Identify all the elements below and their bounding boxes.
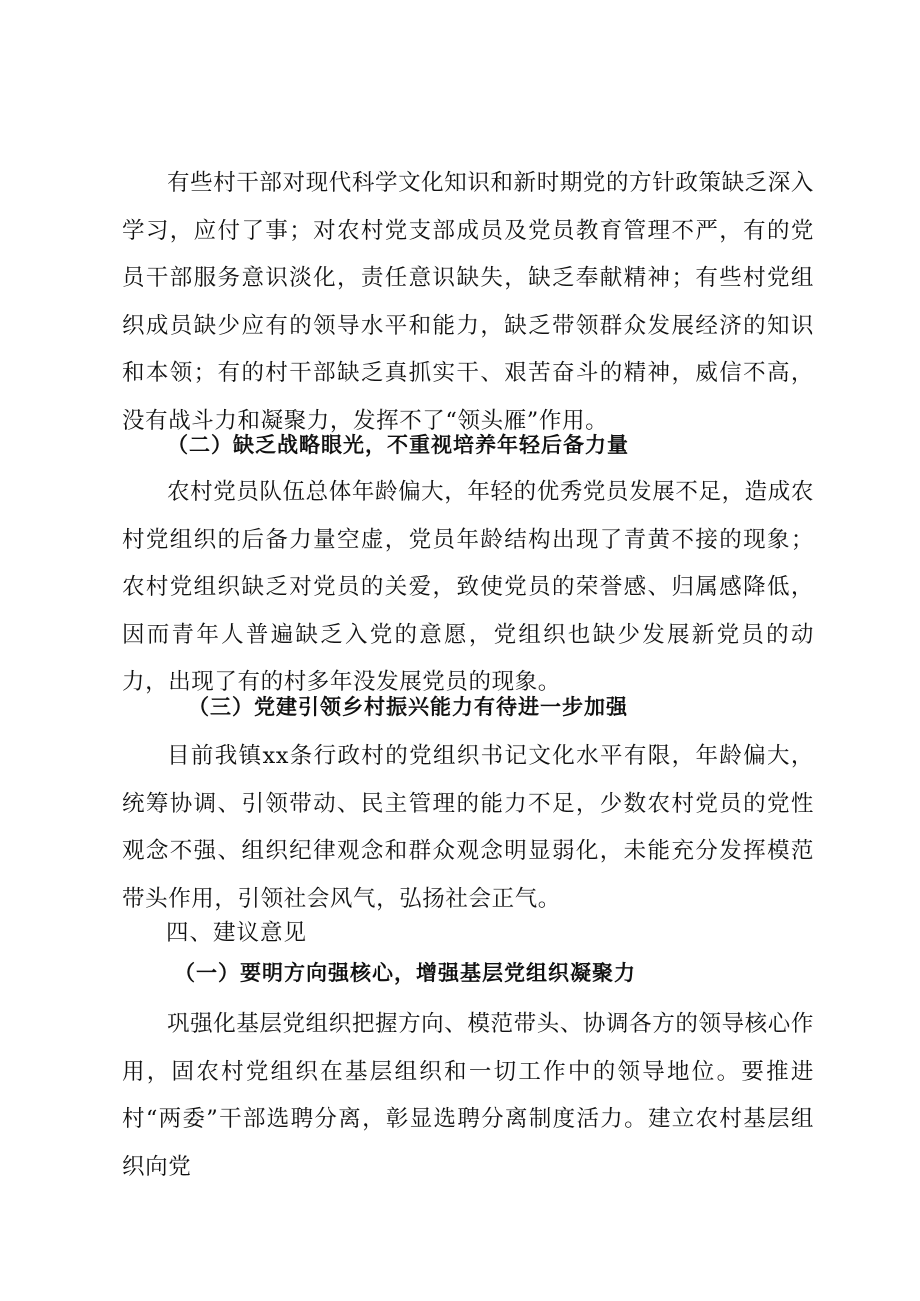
paragraph-secretary-capacity-block <box>122 733 814 923</box>
section-suggestions-block <box>122 918 814 948</box>
heading-strategic-vision: （二）缺乏战略眼光，不重视培养年轻后备力量 <box>167 433 629 457</box>
heading-strategic-vision-block <box>122 430 814 460</box>
paragraph-leadership-core: 巩强化基层党组织把握方向、模范带头、协调各方的领导核心作用，固农村党组织在基层组织和一切工作中的领导地位。要推进村“两委”干部选聘分离，彰显选聘分离制度活力。建立农村基层组织向党 <box>122 1011 814 1180</box>
paragraph-cadre-problems-block <box>122 160 814 445</box>
heading-direction-core-block <box>122 958 814 988</box>
paragraph-member-aging: 农村党员队伍总体年龄偏大，年轻的优秀党员发展不足，造成农村党组织的后备力量空虚，党员年龄结构出现了青黄不接的现象；农村党组织缺乏对党员的关爱，致使党员的荣誉感、归属感降低，因而青年人普遍缺乏入党的意愿，党组织也缺少发展新党员的动力，出现了有的村多年没发展党员的现象。 <box>122 479 814 695</box>
paragraph-cadre-problems: 有些村干部对现代科学文化知识和新时期党的方针政策缺乏深入学习，应付了事；对农村党支部成员及党员教育管理不严，有的党员干部服务意识淡化，责任意识缺失，缺乏奉献精神；有些村党组织成员缺少应有的领导水平和能力，缺乏带领群众发展经济的知识和本领；有的村干部缺乏真抓实干、艰苦奋斗的精神，威信不高，没有战斗力和凝聚力，发挥不了“领头雁”作用。 <box>122 170 814 434</box>
section-suggestions-title: 四、建议意见 <box>166 920 308 946</box>
paragraph-member-aging-block <box>122 469 814 707</box>
heading-direction-core: （一）要明方向强核心，增强基层党组织凝聚力 <box>174 961 636 985</box>
paragraph-leadership-core-block <box>122 1001 814 1191</box>
heading-rural-revitalization-block <box>122 692 814 722</box>
heading-rural-revitalization: （三）党建引领乡村振兴能力有待进一步加强 <box>188 695 628 719</box>
paragraph-secretary-capacity: 目前我镇xx条行政村的党组织书记文化水平有限，年龄偏大，统筹协调、引领带动、民主管理的能力不足，少数农村党员的党性观念不强、组织纪律观念和群众观念明显弱化，未能充分发挥模范带头作用，引领社会风气，弘扬社会正气。 <box>122 743 814 912</box>
